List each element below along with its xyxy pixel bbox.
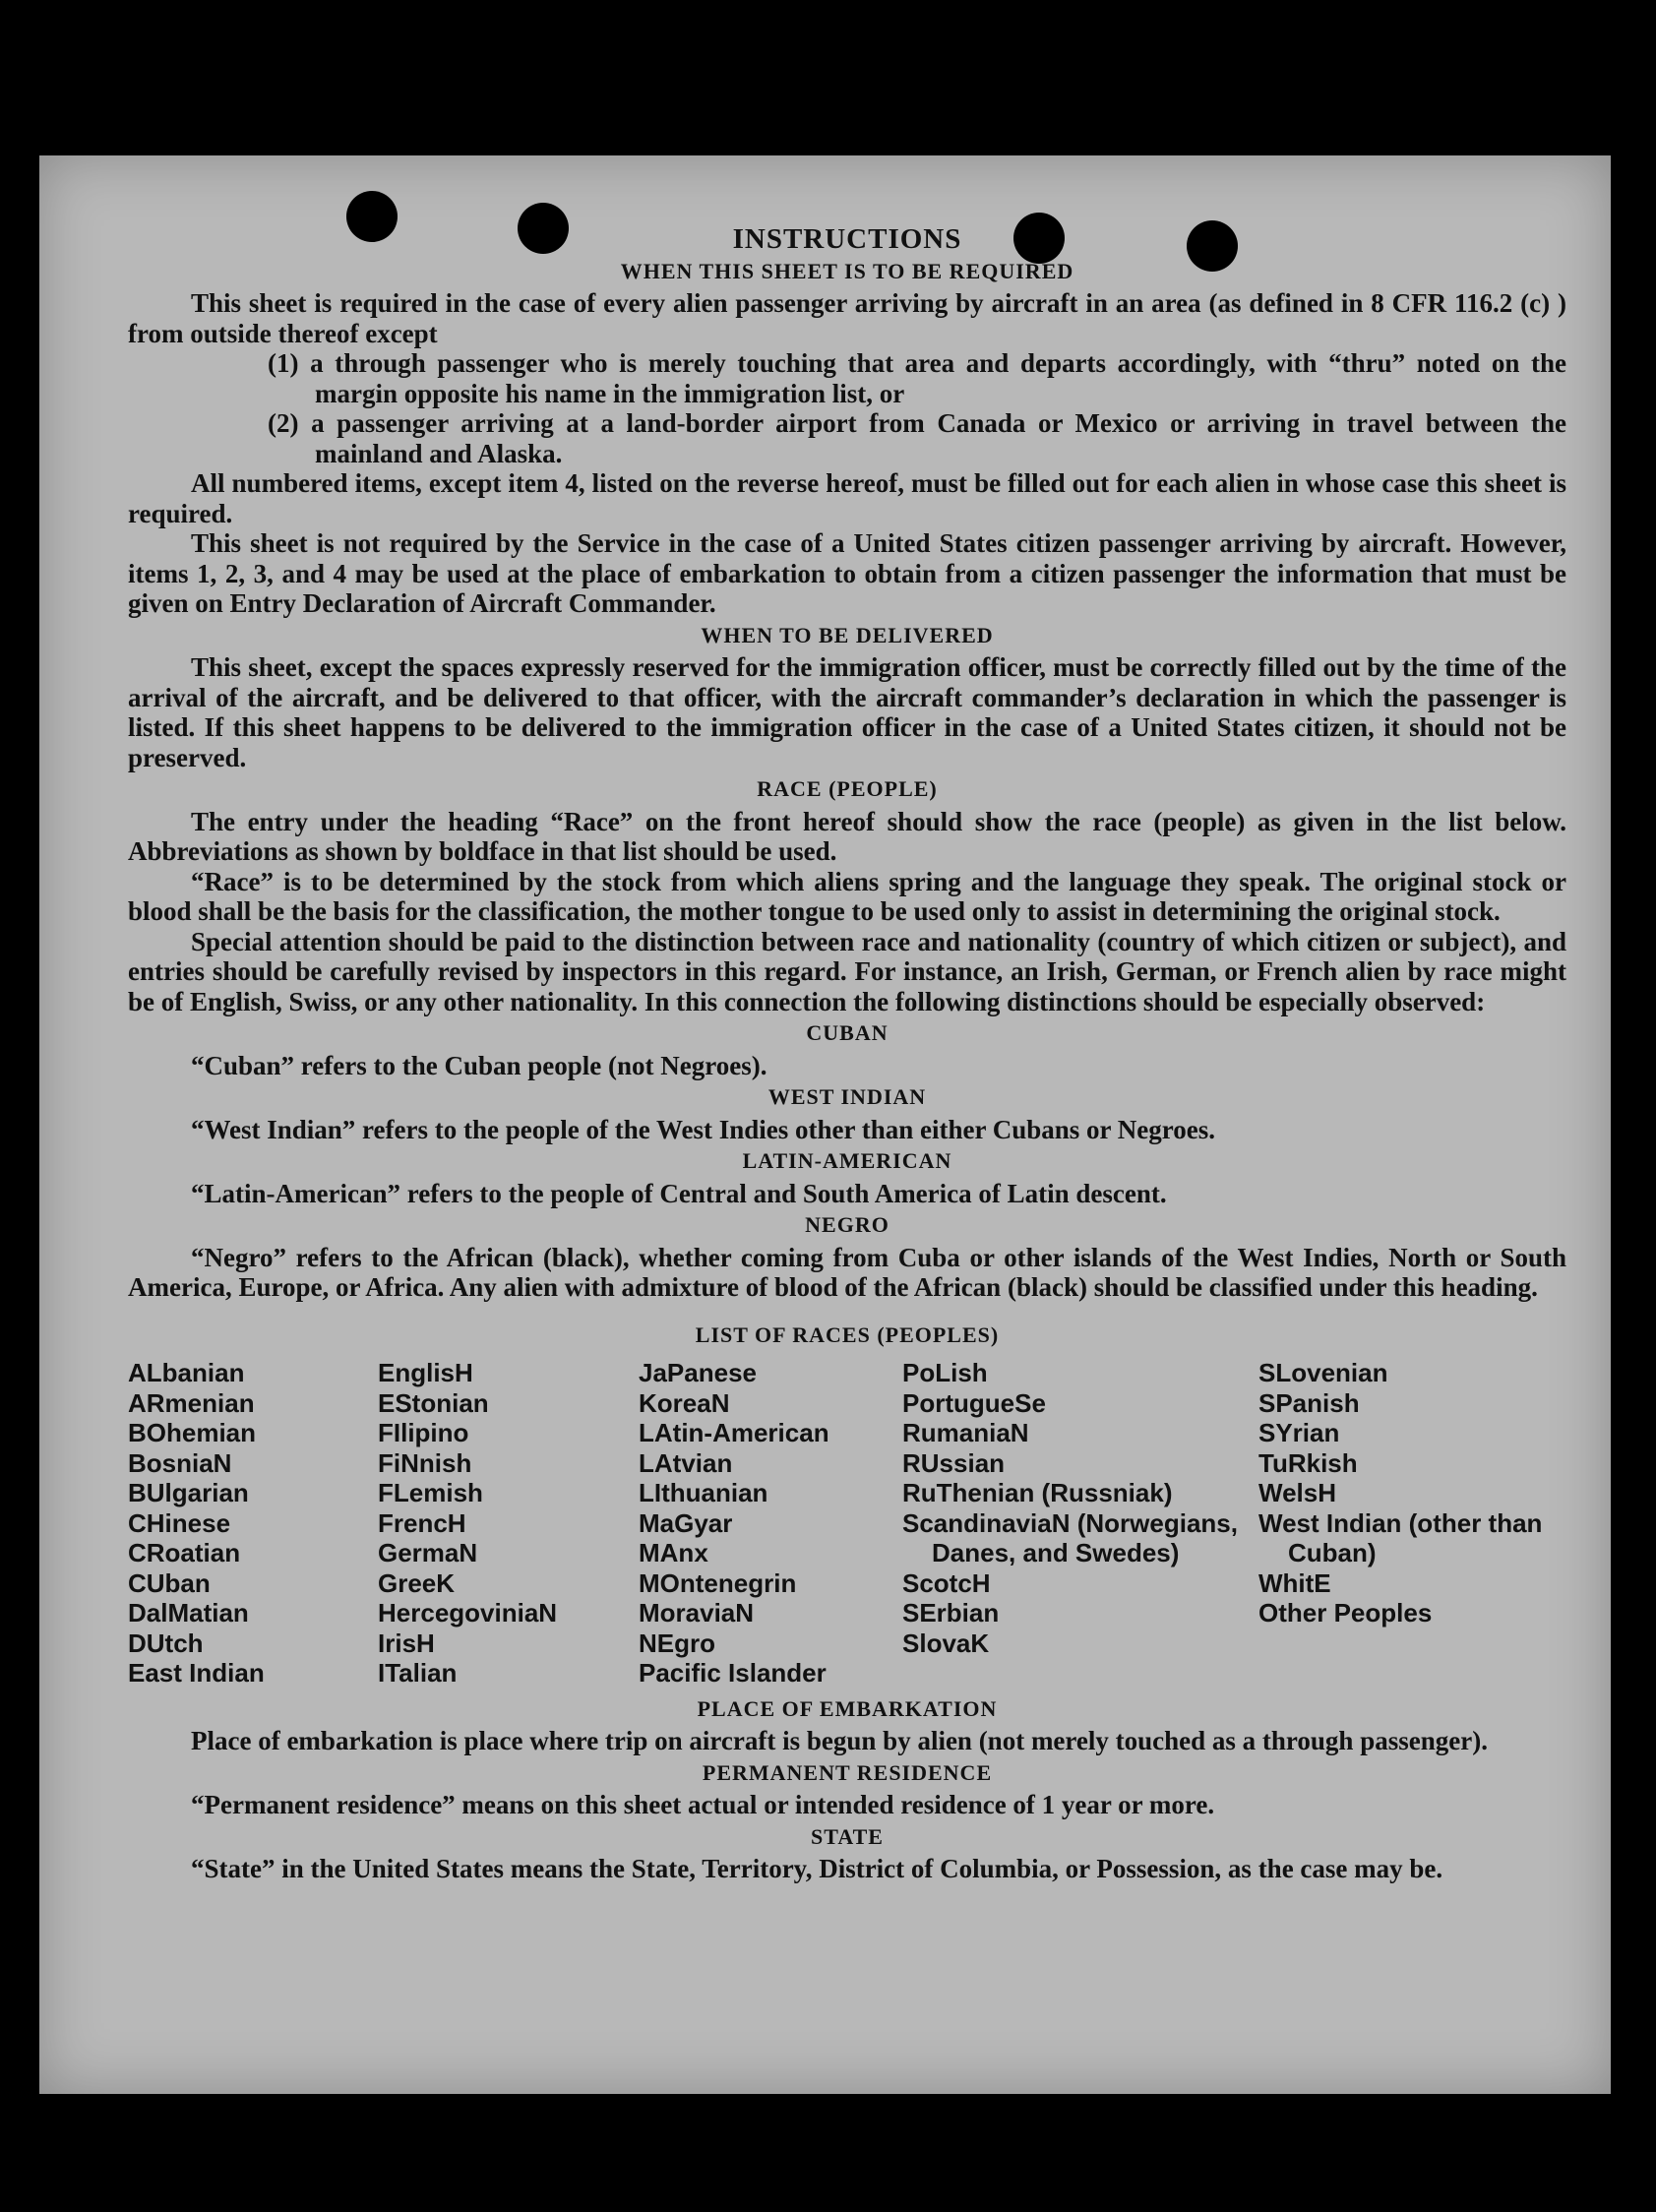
- race-entry: KoreaN: [639, 1387, 730, 1418]
- document-sheet: [39, 155, 1611, 2094]
- exception-item: (2) a passenger arriving at a land-border airport from Canada or Mexico or arriving in travel between the mainland and Alaska.: [268, 408, 1566, 468]
- section-heading-race: RACE (PEOPLE): [757, 776, 938, 801]
- races-column: [902, 1358, 1258, 1689]
- west-indian-paragraph: “West Indian” refers to the people of the West Indies other than either Cubans or Negroes.: [191, 1114, 1216, 1144]
- races-table: [128, 1358, 1566, 1689]
- instructions-content: [128, 224, 1566, 1884]
- exception-item: (1) a through passenger who is merely touching that area and departs accordingly, with “thru” noted on the margin opposite his name in the immigration list, or: [268, 348, 1566, 408]
- section-heading-races-list: LIST OF RACES (PEOPLES): [695, 1321, 1000, 1347]
- race-entry: GreeK: [378, 1567, 456, 1598]
- races-column: [639, 1358, 902, 1689]
- race-entry: MoraviaN: [639, 1598, 755, 1628]
- race-entry: ScotcH: [902, 1567, 991, 1598]
- race-paragraph: “Race” is to be determined by the stock from which aliens spring and the language they speak. The original stock or blood shall be the basis for the classification, the mother tongue to be used only to assist in determining the original stock.: [128, 866, 1566, 926]
- race-entry: SLovenian: [1258, 1358, 1388, 1387]
- race-entry: HercegoviniaN: [378, 1598, 558, 1628]
- race-entry: MaGyar: [639, 1507, 733, 1538]
- race-entry: FrencH: [378, 1507, 466, 1538]
- section-heading-required: WHEN THIS SHEET IS TO BE REQUIRED: [620, 258, 1074, 283]
- required-paragraph: This sheet is required in the case of every alien passenger arriving by aircraft in an area (as defined in 8 CFR 116.2 (c) ) from outside thereof except: [128, 288, 1566, 348]
- numbered-items-paragraph: All numbered items, except item 4, listed on the reverse hereof, must be filled out for each alien in whose case this sheet is required.: [128, 468, 1566, 528]
- race-entry: East Indian: [128, 1658, 265, 1688]
- section-heading-west-indian: WEST INDIAN: [767, 1084, 927, 1109]
- cuban-paragraph: “Cuban” refers to the Cuban people (not Negroes).: [191, 1050, 767, 1080]
- race-entry: RuThenian (Russniak): [902, 1478, 1173, 1507]
- race-entry: West Indian (other than Cuban): [1258, 1507, 1543, 1567]
- race-entry: LAtin-American: [639, 1418, 829, 1447]
- residence-paragraph: “Permanent residence” means on this sheet actual or intended residence of 1 year or more.: [191, 1790, 1215, 1819]
- race-entry: MOntenegrin: [639, 1567, 797, 1598]
- race-entry: FLemish: [378, 1478, 483, 1507]
- race-entry: FIlipino: [378, 1418, 469, 1447]
- race-entry: DalMatian: [128, 1598, 249, 1628]
- race-entry: SPanish: [1258, 1387, 1360, 1418]
- race-entry: SErbian: [902, 1598, 1000, 1628]
- section-heading-delivered: WHEN TO BE DELIVERED: [701, 622, 994, 647]
- race-entry: PortugueSe: [902, 1387, 1046, 1418]
- race-entry: TuRkish: [1258, 1447, 1358, 1478]
- race-paragraph: The entry under the heading “Race” on the front hereof should show the race (people) as given in the list below. Abbreviations as shown by boldface in that list should be used.: [128, 806, 1566, 866]
- race-entry: PoLish: [902, 1358, 988, 1387]
- race-entry: ScandinaviaN (Norwegians, Danes, and Swedes): [902, 1507, 1238, 1567]
- race-entry: EStonian: [378, 1387, 489, 1418]
- race-entry: JaPanese: [639, 1358, 757, 1387]
- race-entry: FiNnish: [378, 1447, 472, 1478]
- race-entry: EnglisH: [378, 1358, 473, 1387]
- section-heading-negro: NEGRO: [805, 1212, 889, 1237]
- race-entry: IrisH: [378, 1628, 435, 1658]
- race-entry: DUtch: [128, 1628, 204, 1658]
- race-entry: LIthuanian: [639, 1478, 768, 1507]
- section-heading-state: STATE: [811, 1823, 884, 1849]
- race-entry: GermaN: [378, 1538, 478, 1567]
- latin-american-paragraph: “Latin-American” refers to the people of Central and South America of Latin descent.: [191, 1178, 1167, 1208]
- race-entry: Other Peoples: [1258, 1598, 1433, 1628]
- race-entry: SlovaK: [902, 1628, 990, 1658]
- race-entry: BOhemian: [128, 1418, 257, 1447]
- race-entry: ALbanian: [128, 1358, 245, 1387]
- section-heading-latin-american: LATIN-AMERICAN: [742, 1148, 952, 1173]
- race-entry: BosniaN: [128, 1447, 232, 1478]
- embarkation-paragraph: Place of embarkation is place where trip on aircraft is begun by alien (not merely touched as a through passenger).: [191, 1726, 1488, 1755]
- delivered-paragraph: This sheet, except the spaces expressly reserved for the immigration officer, must be correctly filled out by the time of the arrival of the aircraft, and be delivered to that officer, with the aircraft commander’s declaration in which the passenger is listed. If this sheet happens to be delivered to the immigration officer in the case of a United States citizen, it should not be preserved.: [128, 652, 1566, 772]
- race-entry: CHinese: [128, 1507, 231, 1538]
- race-entry: SYrian: [1258, 1418, 1340, 1447]
- races-column: [128, 1358, 378, 1689]
- race-entry: ARmenian: [128, 1387, 255, 1418]
- race-entry: BUlgarian: [128, 1478, 249, 1507]
- race-entry: LAtvian: [639, 1447, 733, 1478]
- race-entry: ITalian: [378, 1658, 458, 1688]
- race-entry: Pacific Islander: [639, 1658, 827, 1688]
- race-paragraph: Special attention should be paid to the distinction between race and nationality (country of which citizen or subject), and entries should be carefully revised by inspectors in this regard. For instance, an Irish, German, or French alien by race might be of English, Swiss, or any other nationality. In this connection the following distinctions should be especially observed:: [128, 926, 1566, 1016]
- race-entry: MAnx: [639, 1538, 708, 1567]
- race-entry: CUban: [128, 1567, 211, 1598]
- race-entry: CRoatian: [128, 1538, 241, 1567]
- races-column: [1258, 1358, 1566, 1689]
- section-heading-residence: PERMANENT RESIDENCE: [702, 1759, 993, 1785]
- races-column: [378, 1358, 639, 1689]
- section-heading-embarkation: PLACE OF EMBARKATION: [697, 1695, 998, 1721]
- state-paragraph: “State” in the United States means the State, Territory, District of Columbia, or Possession, as the case may be.: [191, 1854, 1443, 1883]
- section-heading-cuban: CUBAN: [806, 1020, 889, 1045]
- race-entry: RumaniaN: [902, 1418, 1029, 1447]
- race-entry: WhitE: [1258, 1567, 1331, 1598]
- citizen-paragraph: This sheet is not required by the Service in the case of a United States citizen passenger arriving by aircraft. However, items 1, 2, 3, and 4 may be used at the place of embarkation to obtain from a citizen passenger the information that must be given on Entry Declaration of Aircraft Commander.: [128, 528, 1566, 618]
- race-entry: RUssian: [902, 1447, 1006, 1478]
- negro-paragraph: “Negro” refers to the African (black), whether coming from Cuba or other islands of the West Indies, North or South America, Europe, or Africa. Any alien with admixture of blood of the African (black) should be classified under this heading.: [128, 1242, 1566, 1302]
- page-title: INSTRUCTIONS: [732, 223, 962, 255]
- exceptions-list: [128, 348, 1566, 468]
- race-entry: WelsH: [1258, 1478, 1336, 1507]
- race-entry: NEgro: [639, 1628, 715, 1658]
